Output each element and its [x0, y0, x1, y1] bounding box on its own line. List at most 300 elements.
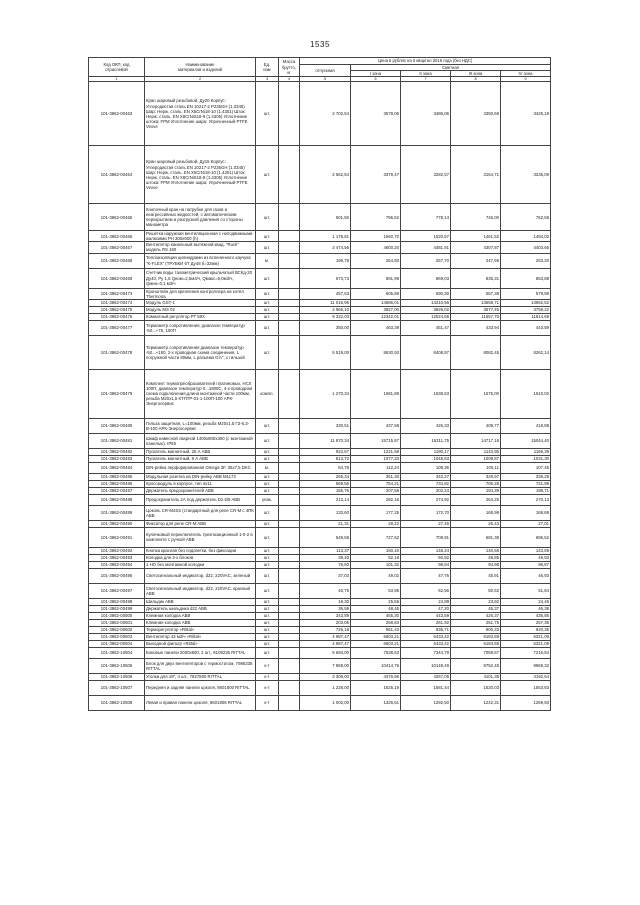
row-zone-4-price: 418,88 — [501, 418, 551, 433]
row-zone-2-price: 6433,42 — [401, 640, 451, 647]
row-zone-1-price: 754,21 — [351, 480, 401, 487]
row-name: Гильза защитная, L=100мм, резьба М20х1,5 ГЗ-6.3-В-100 АРК-Энергосервис — [145, 418, 256, 433]
row-zone-4-price: 1610,02 — [501, 369, 551, 418]
row-code: 101-3862-00498 — [89, 598, 145, 605]
header-zone-3: III зона — [451, 71, 501, 77]
table-row — [89, 306, 551, 313]
row-zone-3-price: 567,38 — [451, 288, 501, 299]
row-code: 101-3862-00482 — [89, 448, 145, 455]
row-zone-2-price: 3282,57 — [401, 146, 451, 204]
row-zone-4-price: 3759,22 — [501, 306, 551, 313]
row-price: 2 702,54 — [300, 82, 351, 146]
row-zone-2-price: 734,82 — [401, 480, 451, 487]
row-zone-4-price: 253,20 — [501, 253, 551, 268]
row-mass — [279, 268, 300, 288]
row-unit: шт. — [256, 487, 279, 494]
row-zone-2-price: 1520,57 — [401, 231, 451, 242]
table-row — [89, 520, 551, 527]
row-zone-1-price: 4600,20 — [351, 242, 401, 253]
row-unit: шт. — [256, 268, 279, 288]
row-zone-2-price: 1190,17 — [401, 448, 451, 455]
row-zone-1-price: 207,56 — [351, 487, 401, 494]
table-row — [89, 527, 551, 547]
row-mass — [279, 568, 300, 583]
row-zone-2-price: 4481,91 — [401, 242, 451, 253]
table-row — [89, 320, 551, 335]
row-zone-4-price: 7216,54 — [501, 647, 551, 658]
row-unit: шт. — [256, 633, 279, 640]
table-row — [89, 369, 551, 418]
row-zone-4-price: 49,93 — [501, 554, 551, 561]
table-row — [89, 626, 551, 633]
row-zone-4-price: 46,93 — [501, 568, 551, 583]
row-name: 1 НО без монтажной колодки — [145, 561, 256, 568]
row-zone-4-price: 3425,19 — [501, 82, 551, 146]
row-zone-1-price: 25,55 — [351, 598, 401, 605]
row-mass — [279, 527, 300, 547]
header-zone-2: II зона — [401, 71, 451, 77]
row-zone-1-price: 1681,89 — [351, 369, 401, 418]
row-code: 101-3862-00481 — [89, 433, 145, 448]
row-unit: шт. — [256, 82, 279, 146]
row-price: 11 016,95 — [300, 299, 351, 306]
header-zone-4: IV зона — [501, 71, 551, 77]
row-zone-2-price: 52,56 — [401, 583, 451, 598]
row-code: 101-3862-10508 — [89, 695, 145, 710]
row-mass — [279, 480, 300, 487]
table-row — [89, 547, 551, 554]
row-zone-4-price: 1031,30 — [501, 455, 551, 462]
row-mass — [279, 418, 300, 433]
header-smetnaya: Сметная — [351, 65, 551, 71]
row-zone-2-price: 936,71 — [401, 626, 451, 633]
table-row — [89, 448, 551, 455]
row-name: Кулачковый переключатель трехпозиционный 1-0-2 в комплекте с ручкой ABB — [145, 527, 256, 547]
row-zone-4-price: 4192,54 — [501, 673, 551, 680]
row-zone-1-price: 455,30 — [351, 612, 401, 619]
row-zone-1-price: 1077,33 — [351, 455, 401, 462]
row-unit: шт. — [256, 455, 279, 462]
row-zone-4-price: 443,59 — [501, 320, 551, 335]
row-price: 1 002,00 — [300, 695, 351, 710]
row-unit: шт. — [256, 619, 279, 626]
header-unit: Ед. изм — [256, 58, 279, 77]
row-code: 101-3862-00491 — [89, 527, 145, 547]
table-row — [89, 313, 551, 320]
row-zone-1-price: 264,50 — [351, 253, 401, 268]
row-zone-4-price: 435,85 — [501, 612, 551, 619]
table-row — [89, 288, 551, 299]
row-zone-2-price: 778,14 — [401, 204, 451, 231]
row-zone-2-price: 202,24 — [401, 487, 451, 494]
row-code: 101-3862-00479 — [89, 369, 145, 418]
row-zone-1-price: 6603,21 — [351, 633, 401, 640]
row-zone-4-price: 336,29 — [501, 473, 551, 480]
table-row — [89, 568, 551, 583]
row-zone-3-price: 1461,52 — [451, 231, 501, 242]
row-zone-3-price: 26,43 — [451, 520, 501, 527]
row-zone-3-price: 50,52 — [451, 583, 501, 598]
row-zone-1-price: 1625,19 — [351, 680, 401, 695]
row-zone-3-price: 45,37 — [451, 605, 501, 612]
row-zone-2-price: 257,70 — [401, 253, 451, 268]
table-row — [89, 561, 551, 568]
row-zone-3-price: 3350,68 — [451, 82, 501, 146]
header-name: Наименование материалов и изделий — [145, 58, 256, 77]
row-code: 101-3862-00483 — [89, 455, 145, 462]
row-code: 101-3862-10504 — [89, 647, 145, 658]
row-unit: компл. — [256, 369, 279, 418]
row-price: 1 270,34 — [300, 369, 351, 418]
header-zone-1: I зона — [351, 71, 401, 77]
row-zone-3-price: 1520,03 — [451, 680, 501, 695]
row-zone-2-price: 15311,75 — [401, 433, 451, 448]
row-zone-3-price: 3677,45 — [451, 306, 501, 313]
row-price: 76,60 — [300, 561, 351, 568]
row-unit: шт. — [256, 320, 279, 335]
row-zone-3-price: 6183,59 — [451, 640, 501, 647]
row-mass — [279, 583, 300, 598]
row-zone-1-price: 961,43 — [351, 626, 401, 633]
row-name: Теплоизоляция цилиндрами из вспененного каучука "K-FLEX" (ТРУБКИ 6Т Ду48 б=32мм) — [145, 253, 256, 268]
row-zone-3-price: 409,77 — [451, 418, 501, 433]
row-zone-4-price: 6321,09 — [501, 633, 551, 640]
table-row — [89, 583, 551, 598]
col-number: 9 — [501, 77, 551, 82]
row-code: 101-3862-00494 — [89, 561, 145, 568]
row-price: 40,75 — [300, 583, 351, 598]
row-zone-3-price: 426,37 — [451, 612, 501, 619]
row-mass — [279, 299, 300, 306]
row-name: Комнатный регулятор PT 59X — [145, 313, 256, 320]
row-mass — [279, 561, 300, 568]
row-zone-1-price: 15715,87 — [351, 433, 401, 448]
row-unit: шт. — [256, 605, 279, 612]
row-price: 203,05 — [300, 619, 351, 626]
col-number: 2 — [145, 77, 256, 82]
row-price: 133,60 — [300, 505, 351, 520]
row-unit: шт. — [256, 306, 279, 313]
row-zone-1-price: 3578,06 — [351, 82, 401, 146]
row-zone-1-price: 10414,76 — [351, 658, 401, 673]
row-zone-3-price: 1242,31 — [451, 695, 501, 710]
row-name: Модуль MS 02 — [145, 306, 256, 313]
row-zone-3-price: 13658,71 — [451, 299, 501, 306]
row-zone-3-price: 11557,70 — [451, 313, 501, 320]
row-unit: шт. — [256, 520, 279, 527]
row-zone-4-price: 46,38 — [501, 605, 551, 612]
row-mass — [279, 505, 300, 520]
row-unit: шт. — [256, 433, 279, 448]
row-code: 101-3862-00466 — [89, 231, 145, 242]
row-name: Кран шаровый резьбовой, Ду20 Корпус: Углеродистая сталь EN 10217-2 P235GH (1.0345) Шар: Нерж. сталь. EN X5CrNi18-10 (1.4301) Шток: Нерж. сталь. EN X8CrNiS18-9 (1.4305) Уплотнение штока: FPM Уплотнение шара: Упрочненный PTFE Vexve — [145, 82, 256, 146]
row-zone-1-price: 268,83 — [351, 619, 401, 626]
row-zone-2-price: 27,49 — [401, 520, 451, 527]
row-code: 101-3862-00484 — [89, 462, 145, 473]
page-number: 1535 — [310, 40, 330, 49]
row-code: 101-3862-10505 — [89, 658, 145, 673]
row-zone-1-price: 177,25 — [351, 505, 401, 520]
table-body — [89, 82, 551, 711]
row-zone-4-price: 4403,65 — [501, 242, 551, 253]
row-code: 101-3862-00464 — [89, 146, 145, 204]
row-zone-2-price: 1049,63 — [401, 455, 451, 462]
row-zone-3-price: 194,39 — [451, 487, 501, 494]
row-price: 39,40 — [300, 554, 351, 561]
row-zone-4-price: 51,64 — [501, 583, 551, 598]
row-zone-4-price: 198,71 — [501, 487, 551, 494]
row-zone-4-price: 96,87 — [501, 561, 551, 568]
row-mass — [279, 253, 300, 268]
row-price: 726,18 — [300, 626, 351, 633]
row-mass — [279, 673, 300, 680]
row-name: Клемная колодка ABB — [145, 619, 256, 626]
row-zone-3-price: 9752,45 — [451, 658, 501, 673]
row-name: Термометр сопротивления диапазон температур -50...+150, 2-х проводная схема соединения, L погружной части 80мм, L разъёма G½", с гильзой — [145, 335, 256, 369]
row-mass — [279, 640, 300, 647]
row-code: 101-3862-00493 — [89, 554, 145, 561]
row-unit: шт. — [256, 480, 279, 487]
row-unit: шт. — [256, 626, 279, 633]
row-zone-2-price: 708,91 — [401, 527, 451, 547]
row-name: Фиксатор для реле CR-M ABB — [145, 520, 256, 527]
row-unit: шт. — [256, 583, 279, 598]
row-zone-4-price: 143,69 — [501, 547, 551, 554]
row-price: 9 322,03 — [300, 313, 351, 320]
row-name: Светосигнальный индикатор, d22, 220VAC, зеленый — [145, 568, 256, 583]
row-code: 101-3862-00475 — [89, 306, 145, 313]
row-code: 101-3862-00503 — [89, 633, 145, 640]
row-zone-4-price: 6321,09 — [501, 640, 551, 647]
row-unit: упак. — [256, 494, 279, 505]
row-name: Модуль GST-1 — [145, 299, 256, 306]
row-unit: шт. — [256, 640, 279, 647]
row-mass — [279, 473, 300, 480]
row-zone-1-price: 891,99 — [351, 268, 401, 288]
row-zone-2-price: 8408,97 — [401, 335, 451, 369]
table-row — [89, 462, 551, 473]
row-code: 101-3862-00469 — [89, 268, 145, 288]
row-name: Предохранитель 2А под держатель D2.5/8 ABB — [145, 494, 256, 505]
row-zone-3-price: 251,75 — [451, 619, 501, 626]
table-row — [89, 82, 551, 146]
col-number: 4 — [279, 77, 300, 82]
row-zone-2-price: 14210,56 — [401, 299, 451, 306]
row-zone-4-price: 1169,39 — [501, 448, 551, 455]
row-name: Кроссмодуль в корпусе, тип 4х11 — [145, 480, 256, 487]
row-zone-3-price: 1143,95 — [451, 448, 501, 455]
row-price: 330,51 — [300, 418, 351, 433]
row-code: 101-3862-00490 — [89, 520, 145, 527]
row-name: Кронштейн для крепления контроллера на котёл Thermona — [145, 288, 256, 299]
row-zone-4-price: 15044,40 — [501, 433, 551, 448]
row-zone-1-price: 463,39 — [351, 320, 401, 335]
row-name: Боковые панели 2000х800, 2 шт., 8108235 RITTAL — [145, 647, 256, 658]
table-row — [89, 673, 551, 680]
row-code: 101-3862-00502 — [89, 626, 145, 633]
row-mass — [279, 433, 300, 448]
row-zone-4-price: 107,45 — [501, 462, 551, 473]
row-zone-3-price: 4307,87 — [451, 242, 501, 253]
row-name: Решетка наружная вентиляционная с неподвижными жалюзями РН 300х600 (h) — [145, 231, 256, 242]
row-zone-2-price: 7344,79 — [401, 647, 451, 658]
row-mass — [279, 647, 300, 658]
row-price: 601,50 — [300, 204, 351, 231]
row-name: Модульная розетка на DIN-рейку ABB M1173 — [145, 473, 256, 480]
row-mass — [279, 695, 300, 710]
row-zone-1-price: 1560,70 — [351, 231, 401, 242]
row-price: 156,76 — [300, 487, 351, 494]
row-unit: к-т — [256, 680, 279, 695]
row-code: 101-3862-00497 — [89, 583, 145, 598]
row-zone-2-price: 146,24 — [401, 547, 451, 554]
table-row — [89, 640, 551, 647]
row-name: Пускатель магнитный, 9 А ABB — [145, 455, 256, 462]
row-zone-3-price: 165,99 — [451, 505, 501, 520]
row-zone-3-price: 3164,71 — [451, 146, 501, 204]
row-unit: шт. — [256, 299, 279, 306]
row-zone-1-price: 3379,47 — [351, 146, 401, 204]
row-name: Кнопочный кран на патрубке для газов и неагрессивных жидкостей, с автоматическим перекрытием и разгрузкой давления со стороны манометра — [145, 204, 256, 231]
row-mass — [279, 598, 300, 605]
row-zone-2-price: 24,89 — [401, 598, 451, 605]
row-price: 5 694,00 — [300, 647, 351, 658]
row-name: Клемная колодка ABB — [145, 612, 256, 619]
table-row — [89, 633, 551, 640]
row-zone-2-price: 109,36 — [401, 462, 451, 473]
header-mass: Масса брутто, кг — [279, 58, 300, 77]
table-row — [89, 204, 551, 231]
row-unit: шт. — [256, 505, 279, 520]
row-unit: шт. — [256, 448, 279, 455]
row-zone-1-price: 112,24 — [351, 462, 401, 473]
row-zone-1-price: 282,16 — [351, 494, 401, 505]
row-zone-2-price: 47,20 — [401, 605, 451, 612]
row-price: 265,34 — [300, 473, 351, 480]
col-number: 5 — [300, 77, 351, 82]
row-name: Вентилятор 43 м3/ч «Rittal» — [145, 633, 256, 640]
row-zone-2-price: 342,27 — [401, 473, 451, 480]
row-zone-1-price: 12342,01 — [351, 313, 401, 320]
row-zone-3-price: 264,25 — [451, 494, 501, 505]
row-code: 101-3862-00489 — [89, 505, 145, 520]
row-code: 101-3862-00465 — [89, 204, 145, 231]
row-zone-3-price: 835,31 — [451, 268, 501, 288]
row-zone-1-price: 101,32 — [351, 561, 401, 568]
row-zone-3-price: 706,28 — [451, 480, 501, 487]
row-zone-4-price: 721,99 — [501, 480, 551, 487]
row-zone-3-price: 6183,59 — [451, 633, 501, 640]
row-mass — [279, 658, 300, 673]
row-zone-4-price: 579,99 — [501, 288, 551, 299]
row-zone-1-price: 49,02 — [351, 568, 401, 583]
row-price: 1 228,00 — [300, 680, 351, 695]
row-mass — [279, 242, 300, 253]
row-zone-3-price: 23,92 — [451, 598, 501, 605]
row-mass — [279, 462, 300, 473]
table-row — [89, 418, 551, 433]
row-unit: шт. — [256, 146, 279, 204]
row-mass — [279, 231, 300, 242]
row-zone-4-price: 270,13 — [501, 494, 551, 505]
row-zone-1-price: 52,18 — [351, 554, 401, 561]
row-zone-3-price: 1575,00 — [451, 369, 501, 418]
table-row — [89, 433, 551, 448]
row-price: 549,58 — [300, 527, 351, 547]
row-unit: шт. — [256, 288, 279, 299]
row-name: Выходной фильтр «Rittal» — [145, 640, 256, 647]
row-price: 813,72 — [300, 455, 351, 462]
row-price: 6 519,00 — [300, 335, 351, 369]
row-mass — [279, 487, 300, 494]
row-zone-3-price: 247,69 — [451, 253, 501, 268]
row-price: 457,63 — [300, 288, 351, 299]
row-name: Термометр сопротивления, диапазон температур -50...+75, 100П — [145, 320, 256, 335]
row-zone-4-price: 24,46 — [501, 598, 551, 605]
row-price: 3 306,00 — [300, 673, 351, 680]
row-code: 101-3862-10506 — [89, 673, 145, 680]
table-row — [89, 487, 551, 494]
row-zone-2-price: 12024,65 — [401, 313, 451, 320]
row-unit: шт. — [256, 231, 279, 242]
row-mass — [279, 335, 300, 369]
table-row — [89, 146, 551, 204]
row-price: 113,37 — [300, 547, 351, 554]
row-code: 101-3862-00500 — [89, 612, 145, 619]
row-name: Счетчик воды тахометрический крыльчатый ВСКд-20 Ду40, Ру 1,6 Qном=2,5м3/ч, Qмакс=5,0м3/ч, Qмин=0,1 м3/ч — [145, 268, 256, 288]
row-zone-2-price: 47,76 — [401, 568, 451, 583]
row-zone-1-price: 1221,59 — [351, 448, 401, 455]
row-zone-1-price: 28,22 — [351, 520, 401, 527]
row-zone-4-price: 1269,93 — [501, 695, 551, 710]
table-row — [89, 605, 551, 612]
row-zone-4-price: 920,35 — [501, 626, 551, 633]
row-zone-1-price: 3927,00 — [351, 306, 401, 313]
row-zone-1-price: 7538,63 — [351, 647, 401, 658]
table-row — [89, 695, 551, 710]
row-zone-2-price: 1581,44 — [401, 680, 451, 695]
row-name: Комплект термопреобразователей платиновых, НСХ 100П, диапазон температур 0...1800С, 4-х проводная схема подключения,длина монтажной части 100мм, резьба М20х1,5 КТПТР-01-1-100П-100 АРК-Энергосервис — [145, 369, 256, 418]
row-zone-1-price: 6603,21 — [351, 640, 401, 647]
row-zone-3-price: 746,00 — [451, 204, 501, 231]
row-price: 1 178,81 — [300, 231, 351, 242]
table-row — [89, 268, 551, 288]
row-code: 101-3862-00480 — [89, 418, 145, 433]
row-name: DIN-рейка перфорированная Omega 3F, 35x7,5 DKC — [145, 462, 256, 473]
row-code: 101-3862-00486 — [89, 480, 145, 487]
row-unit: к-т — [256, 695, 279, 710]
row-price: 11 870,34 — [300, 433, 351, 448]
row-unit: м. — [256, 462, 279, 473]
row-zone-1-price: 1326,61 — [351, 695, 401, 710]
row-name: Передняя и задняя панели цоколя, 8601800 RITTAL — [145, 680, 256, 695]
table-row — [89, 231, 551, 242]
table-row — [89, 554, 551, 561]
row-zone-3-price: 8082,45 — [451, 335, 501, 369]
row-zone-3-price: 45,91 — [451, 568, 501, 583]
row-zone-4-price: 27,01 — [501, 520, 551, 527]
row-zone-3-price: 4101,35 — [451, 673, 501, 680]
row-price: 84,78 — [300, 462, 351, 473]
row-unit: шт. — [256, 554, 279, 561]
row-mass — [279, 619, 300, 626]
row-zone-1-price: 437,58 — [351, 418, 401, 433]
row-unit: шт. — [256, 561, 279, 568]
row-zone-2-price: 172,70 — [401, 505, 451, 520]
row-code: 101-3862-00499 — [89, 605, 145, 612]
row-zone-1-price: 14586,01 — [351, 299, 401, 306]
row-unit: шт. — [256, 335, 279, 369]
